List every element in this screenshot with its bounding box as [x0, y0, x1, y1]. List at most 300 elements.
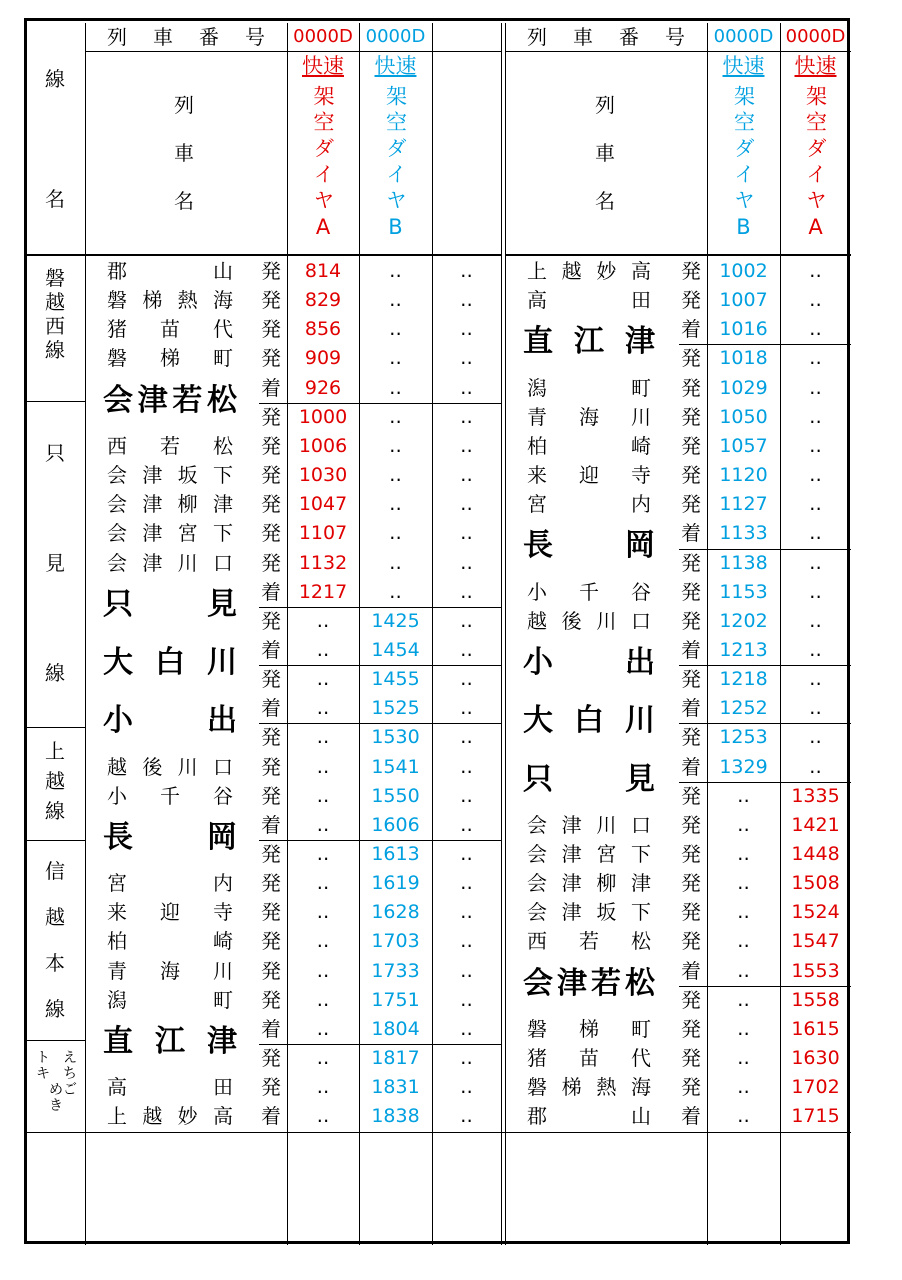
line-name: 越	[45, 769, 65, 793]
arr-dep-mark: 発	[681, 871, 701, 896]
rule-line	[501, 23, 502, 1245]
line-name: 見	[45, 551, 65, 575]
rule-line	[27, 1040, 85, 1041]
rule-line	[679, 344, 851, 345]
time-cell: 829	[304, 289, 342, 312]
station-name: 西 若 松	[527, 929, 651, 954]
station-name: 青 海 川	[527, 404, 651, 429]
arr-dep-mark: 発	[261, 404, 281, 429]
rule-line	[679, 986, 851, 987]
station-name: 柏 崎	[527, 433, 651, 458]
time-cell: 1002	[719, 260, 768, 282]
line-name: 本	[45, 951, 65, 975]
arr-dep-mark: 着	[681, 696, 701, 721]
line-name: ち	[63, 1066, 77, 1082]
time-cell: ‥	[737, 988, 750, 1011]
station-name: 会 津 柳 津	[107, 492, 233, 517]
station-name-major: 直 江 津	[523, 324, 655, 360]
station-name: 来 迎 寺	[107, 900, 233, 925]
arr-dep-mark: 発	[261, 317, 281, 342]
time-cell: ‥	[460, 318, 473, 341]
rule-line	[259, 403, 501, 404]
time-cell: 1253	[719, 726, 768, 749]
arr-dep-mark: 発	[261, 725, 281, 750]
line-name: き	[49, 1098, 63, 1114]
line-name: 越	[45, 290, 65, 314]
time-cell: 1217	[298, 580, 348, 603]
line-name: ト	[36, 1050, 50, 1066]
time-cell: ‥	[460, 988, 473, 1011]
arr-dep-mark: 発	[261, 958, 281, 983]
arr-dep-mark: 発	[261, 1075, 281, 1100]
time-cell: 1057	[719, 434, 768, 457]
time-cell: ‥	[737, 1105, 750, 1128]
rule-line	[679, 549, 851, 550]
time-cell: 1018	[719, 347, 768, 370]
arr-dep-mark: 発	[261, 346, 281, 371]
time-cell: 1016	[719, 318, 768, 341]
arr-dep-mark: 発	[681, 550, 701, 575]
time-cell: ‥	[316, 638, 330, 661]
train-number-label: 列 車 番 号	[107, 25, 265, 49]
line-name: 信	[45, 859, 65, 883]
time-cell: 926	[304, 376, 342, 399]
time-cell: 814	[304, 260, 342, 282]
time-cell: 1530	[371, 726, 420, 749]
rule-line	[259, 1044, 501, 1045]
time-cell: ‥	[460, 813, 473, 836]
line-name: 線	[45, 661, 65, 685]
station-name: 上 越 妙 高	[107, 1104, 233, 1129]
arr-dep-mark: 発	[681, 608, 701, 633]
time-cell: 1547	[791, 930, 840, 953]
arr-dep-mark: 着	[261, 1016, 281, 1041]
time-cell: ‥	[737, 1017, 750, 1040]
arr-dep-mark: 発	[681, 842, 701, 866]
time-cell: ‥	[737, 959, 750, 982]
train-type: 快速	[374, 54, 417, 78]
rule-line	[27, 401, 85, 402]
time-cell: ‥	[460, 609, 473, 632]
arr-dep-mark: 発	[261, 433, 281, 458]
time-cell: ‥	[389, 405, 402, 428]
rule-line	[505, 254, 851, 256]
line-name: え	[63, 1050, 77, 1066]
time-cell: 1329	[719, 755, 768, 778]
time-cell: ‥	[460, 872, 473, 895]
time-cell: ‥	[460, 726, 473, 749]
time-cell: ‥	[460, 930, 473, 953]
time-cell: 1455	[371, 668, 420, 691]
time-cell: 1630	[791, 1047, 840, 1070]
station-name: 磐 梯 町	[527, 1016, 651, 1041]
time-cell: ‥	[460, 376, 473, 399]
time-cell: 1550	[371, 784, 420, 807]
arr-dep-mark: 発	[681, 492, 701, 517]
train-name: 架空ダイヤA	[311, 85, 335, 244]
station-name: 郡 山	[107, 259, 233, 283]
time-cell: ‥	[316, 784, 330, 807]
train-name-label: 列	[174, 93, 194, 117]
time-cell: 1030	[298, 464, 348, 487]
train-name-label: 名	[595, 189, 615, 213]
time-cell: ‥	[316, 872, 330, 895]
arr-dep-mark: 発	[681, 725, 701, 750]
arr-dep-mark: 着	[681, 958, 701, 983]
time-cell: 856	[304, 318, 342, 341]
station-name: 宮 内	[107, 871, 233, 896]
time-cell: ‥	[316, 609, 330, 632]
time-cell: 1558	[791, 988, 840, 1011]
arr-dep-mark: 着	[261, 812, 281, 837]
arr-dep-mark: 発	[261, 288, 281, 313]
station-name-major: 只 見	[103, 586, 237, 622]
station-name: 小 千 谷	[527, 579, 651, 604]
time-cell: ‥	[809, 434, 822, 457]
rule-line	[85, 51, 501, 52]
time-cell: ‥	[737, 843, 750, 865]
station-name: 潟 町	[107, 987, 233, 1012]
line-name: 線	[45, 799, 65, 823]
arr-dep-mark: 発	[261, 521, 281, 546]
arr-dep-mark: 着	[681, 754, 701, 779]
arr-dep-mark: 発	[261, 550, 281, 575]
arr-dep-mark: 発	[681, 812, 701, 837]
line-name: 只	[45, 441, 65, 465]
time-cell: 1213	[719, 638, 768, 661]
arr-dep-mark: 発	[261, 492, 281, 517]
train-number-label: 列 車 番 号	[527, 25, 685, 49]
line-name: 磐	[45, 266, 65, 290]
station-name: 会 津 坂 下	[527, 900, 651, 925]
station-name-major: 大 白 川	[103, 644, 237, 680]
train-name-label: 名	[174, 189, 194, 213]
time-cell: ‥	[389, 347, 402, 370]
rule-line	[27, 840, 85, 841]
time-cell: ‥	[460, 522, 473, 545]
station-name: 青 海 川	[107, 958, 233, 983]
arr-dep-mark: 着	[261, 579, 281, 604]
time-cell: ‥	[809, 551, 822, 574]
arr-dep-mark: 着	[261, 637, 281, 662]
time-cell: ‥	[316, 901, 330, 924]
time-cell: 1107	[298, 522, 348, 545]
time-cell: 1702	[791, 1076, 840, 1099]
rule-line	[259, 665, 501, 666]
time-cell: ‥	[389, 522, 402, 545]
time-cell: 1541	[371, 755, 420, 778]
rule-line	[259, 607, 501, 608]
station-name: 会 津 柳 津	[527, 871, 651, 896]
time-cell: 1252	[719, 697, 768, 720]
arr-dep-mark: 着	[261, 375, 281, 400]
time-cell: 1335	[791, 784, 840, 807]
rule-line	[27, 254, 501, 256]
station-name-major: 会 津 若 松	[523, 965, 655, 1001]
time-cell: 1006	[298, 434, 348, 457]
time-cell: 1120	[719, 464, 768, 487]
line-name-label: 線	[45, 67, 65, 91]
station-name: 越 後 川 口	[107, 754, 233, 779]
arr-dep-mark: 発	[261, 608, 281, 633]
time-cell: 1628	[371, 901, 420, 924]
time-cell: 1804	[371, 1017, 420, 1040]
train-type: 快速	[722, 54, 765, 78]
train-name-label: 車	[174, 141, 194, 165]
time-cell: ‥	[809, 347, 822, 370]
time-cell: ‥	[460, 551, 473, 574]
train-type: 快速	[794, 54, 837, 78]
arr-dep-mark: 発	[681, 900, 701, 925]
train-name: 架空ダイヤB	[383, 85, 408, 244]
time-cell: ‥	[460, 959, 473, 982]
station-name: 宮 内	[527, 492, 651, 517]
time-cell: ‥	[389, 580, 402, 603]
time-cell: 1138	[719, 551, 768, 574]
time-cell: ‥	[737, 813, 750, 836]
time-cell: ‥	[737, 872, 750, 895]
station-name: 会 津 坂 下	[107, 463, 233, 488]
time-cell: ‥	[460, 260, 473, 282]
time-cell: ‥	[809, 638, 822, 661]
time-cell: ‥	[389, 260, 402, 282]
line-name: 線	[45, 338, 65, 362]
arr-dep-mark: 着	[261, 696, 281, 721]
arr-dep-mark: 発	[681, 375, 701, 400]
time-cell: 1831	[371, 1076, 420, 1099]
station-name: 来 迎 寺	[527, 463, 651, 488]
station-name: 柏 崎	[107, 929, 233, 954]
time-cell: 1715	[791, 1105, 840, 1128]
time-cell: ‥	[316, 988, 330, 1011]
time-cell: ‥	[737, 1076, 750, 1099]
station-name: 郡 山	[527, 1104, 651, 1129]
arr-dep-mark: 発	[681, 346, 701, 371]
time-cell: 1613	[371, 843, 420, 865]
station-name: 高 田	[107, 1075, 233, 1100]
rule-line	[85, 23, 86, 1245]
train-number: 0000D	[365, 26, 426, 47]
time-cell: ‥	[809, 405, 822, 428]
time-cell: 1553	[791, 959, 840, 982]
arr-dep-mark: 発	[261, 1046, 281, 1071]
station-name-major: 只 見	[523, 761, 655, 797]
time-cell: ‥	[809, 726, 822, 749]
train-type: 快速	[302, 54, 344, 78]
train-number: 0000D	[293, 26, 353, 47]
arr-dep-mark: 発	[681, 1075, 701, 1100]
time-cell: 1619	[371, 872, 420, 895]
arr-dep-mark: 発	[681, 1016, 701, 1041]
arr-dep-mark: 発	[681, 579, 701, 604]
time-cell: 1153	[719, 580, 768, 603]
time-cell: ‥	[460, 697, 473, 720]
arr-dep-mark: 発	[681, 667, 701, 692]
station-name: 会 津 川 口	[107, 550, 233, 575]
time-cell: ‥	[809, 668, 822, 691]
line-name: め	[49, 1082, 63, 1098]
arr-dep-mark: 発	[261, 900, 281, 925]
time-cell: 1218	[719, 668, 768, 691]
time-cell: 1606	[371, 813, 420, 836]
time-cell: ‥	[460, 464, 473, 487]
line-name: 線	[45, 997, 65, 1021]
time-cell: 1000	[298, 405, 348, 428]
line-name: ご	[63, 1082, 77, 1098]
station-name: 会 津 宮 下	[107, 521, 233, 546]
time-cell: ‥	[389, 376, 402, 399]
station-name: 猪 苗 代	[527, 1046, 651, 1071]
time-cell: 1508	[791, 872, 840, 895]
arr-dep-mark: 発	[681, 259, 701, 283]
time-cell: ‥	[809, 522, 822, 545]
time-cell: ‥	[460, 580, 473, 603]
arr-dep-mark: 発	[261, 783, 281, 808]
arr-dep-mark: 着	[681, 317, 701, 342]
time-cell: ‥	[460, 755, 473, 778]
time-cell: ‥	[316, 959, 330, 982]
station-name: 越 後 川 口	[527, 608, 651, 633]
train-number: 0000D	[785, 26, 846, 47]
time-cell: ‥	[809, 697, 822, 720]
arr-dep-mark: 発	[681, 987, 701, 1012]
arr-dep-mark: 着	[681, 521, 701, 546]
time-cell: ‥	[460, 289, 473, 312]
time-cell: ‥	[809, 493, 822, 516]
time-cell: ‥	[460, 1105, 473, 1128]
time-cell: ‥	[316, 1076, 330, 1099]
time-cell: ‥	[809, 260, 822, 282]
time-cell: ‥	[460, 1017, 473, 1040]
arr-dep-mark: 着	[681, 637, 701, 662]
time-cell: ‥	[316, 697, 330, 720]
time-cell: 1007	[719, 289, 768, 312]
time-cell: ‥	[316, 726, 330, 749]
time-cell: 1454	[371, 638, 420, 661]
arr-dep-mark: 発	[681, 783, 701, 808]
arr-dep-mark: 発	[681, 929, 701, 954]
time-cell: ‥	[809, 318, 822, 341]
arr-dep-mark: 発	[681, 1046, 701, 1071]
time-cell: 1132	[298, 551, 348, 574]
time-cell: ‥	[737, 901, 750, 924]
time-cell: ‥	[460, 1047, 473, 1070]
station-name: 磐 梯 熱 海	[107, 288, 233, 313]
time-cell: ‥	[460, 843, 473, 865]
time-cell: 1751	[371, 988, 420, 1011]
station-name: 磐 梯 町	[107, 346, 233, 371]
time-cell: ‥	[316, 668, 330, 691]
time-cell: ‥	[316, 930, 330, 953]
station-name-major: 会 津 若 松	[103, 382, 237, 418]
time-cell: ‥	[460, 901, 473, 924]
time-cell: ‥	[809, 464, 822, 487]
time-cell: ‥	[316, 1105, 330, 1128]
station-name: 西 若 松	[107, 433, 233, 458]
arr-dep-mark: 発	[681, 463, 701, 488]
arr-dep-mark: 発	[681, 288, 701, 313]
time-cell: 1817	[371, 1047, 420, 1070]
time-cell: ‥	[460, 405, 473, 428]
time-cell: ‥	[809, 376, 822, 399]
time-cell: ‥	[316, 1017, 330, 1040]
time-cell: 1733	[371, 959, 420, 982]
time-cell: 1425	[371, 609, 420, 632]
rule-line	[259, 840, 501, 841]
time-cell: ‥	[460, 638, 473, 661]
rule-line	[679, 723, 851, 724]
arr-dep-mark: 発	[261, 667, 281, 692]
timetable-sheet	[24, 18, 850, 1244]
time-cell: 1050	[719, 405, 768, 428]
rule-line	[27, 727, 85, 728]
station-name: 高 田	[527, 288, 651, 313]
station-name: 上 越 妙 高	[527, 259, 651, 283]
time-cell: ‥	[389, 493, 402, 516]
rule-line	[27, 1132, 851, 1133]
rule-line	[679, 665, 851, 666]
station-name-major: 大 白 川	[523, 703, 655, 739]
time-cell: ‥	[389, 318, 402, 341]
train-name-label: 車	[595, 141, 615, 165]
train-name: 架空ダイヤA	[803, 85, 828, 244]
arr-dep-mark: 発	[261, 987, 281, 1012]
line-name: キ	[36, 1066, 50, 1082]
station-name: 猪 苗 代	[107, 317, 233, 342]
arr-dep-mark: 発	[261, 463, 281, 488]
time-cell: ‥	[316, 843, 330, 865]
arr-dep-mark: 発	[261, 929, 281, 954]
time-cell: ‥	[460, 493, 473, 516]
time-cell: ‥	[460, 347, 473, 370]
arr-dep-mark: 着	[261, 1104, 281, 1129]
time-cell: 1615	[791, 1017, 840, 1040]
line-name-label: 名	[45, 187, 65, 211]
station-name: 会 津 宮 下	[527, 842, 651, 866]
time-cell: ‥	[460, 784, 473, 807]
time-cell: ‥	[737, 930, 750, 953]
time-cell: ‥	[809, 609, 822, 632]
time-cell: 1202	[719, 609, 768, 632]
rule-line	[505, 51, 851, 52]
station-name: 潟 町	[527, 375, 651, 400]
arr-dep-mark: 発	[261, 842, 281, 866]
train-name-label: 列	[595, 93, 615, 117]
time-cell: 1133	[719, 522, 768, 545]
time-cell: 1838	[371, 1105, 420, 1128]
station-name: 小 千 谷	[107, 783, 233, 808]
time-cell: ‥	[389, 289, 402, 312]
time-cell: ‥	[809, 289, 822, 312]
time-cell: ‥	[316, 1047, 330, 1070]
arr-dep-mark: 発	[681, 404, 701, 429]
station-name-major: 直 江 津	[103, 1023, 237, 1059]
time-cell: 1524	[791, 901, 840, 924]
arr-dep-mark: 発	[681, 433, 701, 458]
line-name: 越	[45, 905, 65, 929]
line-name: 上	[45, 739, 65, 763]
time-cell: ‥	[809, 755, 822, 778]
arr-dep-mark: 着	[681, 1104, 701, 1129]
time-cell: ‥	[460, 434, 473, 457]
station-name: 会 津 川 口	[527, 812, 651, 837]
time-cell: ‥	[389, 464, 402, 487]
rule-line	[259, 723, 501, 724]
time-cell: ‥	[737, 1047, 750, 1070]
time-cell: ‥	[389, 434, 402, 457]
arr-dep-mark: 発	[261, 259, 281, 283]
station-name-major: 長 岡	[103, 819, 237, 855]
